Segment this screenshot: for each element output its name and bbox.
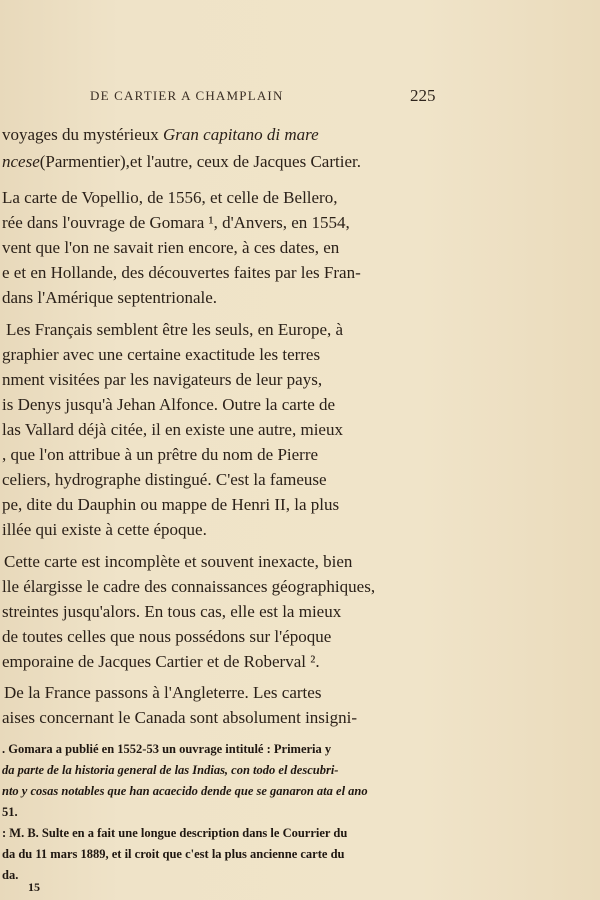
running-head: DE CARTIER A CHAMPLAIN: [90, 88, 284, 103]
text-line: La carte de Vopellio, de 1556, et celle de Bellero,: [2, 188, 338, 207]
text-line: las Vallard déjà citée, il en existe une autre, mieux: [2, 420, 343, 439]
text-line: is Denys jusqu'à Jehan Alfonce. Outre la carte de: [2, 395, 336, 414]
text-line: Cette carte est incomplète et souvent inexacte, bien: [4, 552, 353, 571]
footnote-line: nto y cosas notables que han acaecido dende que se ganaron ata el ano: [2, 784, 368, 798]
text-line: Les Français semblent être les seuls, en Europe, à: [6, 320, 344, 339]
text-line: , que l'on attribue à un prêtre du nom de Pierre: [2, 445, 319, 464]
text-line: aises concernant le Canada sont absolument insigni-: [2, 708, 358, 727]
text-line: vent que l'on ne savait rien encore, à ces dates, en: [2, 238, 340, 257]
text-line: voyages du mystérieux Gran capitano di mare: [2, 125, 319, 144]
footnote-line: 51.: [2, 805, 18, 819]
signature-mark: 15: [28, 880, 40, 894]
text-line: celiers, hydrographe distingué. C'est la fameuse: [2, 470, 327, 489]
text-line: graphier avec une certaine exactitude les terres: [2, 345, 321, 364]
text-line: ncese(Parmentier),et l'autre, ceux de Jacques Cartier.: [2, 152, 361, 171]
text-line: rée dans l'ouvrage de Gomara ¹, d'Anvers, en 1554,: [2, 213, 350, 232]
footnote-line: . Gomara a publié en 1552-53 un ouvrage intitulé : Primeria y: [2, 742, 332, 756]
footnote-line: da du 11 mars 1889, et il croit que c'est la plus ancienne carte du: [2, 847, 345, 861]
footnote-line: : M. B. Sulte en a fait une longue description dans le Courrier du: [2, 826, 348, 840]
footnote-line: da.: [2, 868, 19, 882]
footnote-line: da parte de la historia general de las Indias, con todo el descubri-: [2, 763, 339, 777]
text-line: illée qui existe à cette époque.: [2, 520, 207, 539]
text-line: de toutes celles que nous possédons sur l'époque: [2, 627, 332, 646]
text-line: De la France passons à l'Angleterre. Les cartes: [4, 683, 322, 702]
page-number: 225: [410, 86, 436, 105]
text-line: emporaine de Jacques Cartier et de Roberval ².: [2, 652, 320, 671]
text-line: streintes jusqu'alors. En tous cas, elle est la mieux: [2, 602, 342, 621]
text-line: dans l'Amérique septentrionale.: [2, 288, 218, 307]
text-line: nment visitées par les navigateurs de leur pays,: [2, 370, 323, 389]
text-line: e et en Hollande, des découvertes faites par les Fran-: [2, 263, 361, 282]
text-line: lle élargisse le cadre des connaissances géographiques,: [2, 577, 376, 596]
text-line: pe, dite du Dauphin ou mappe de Henri II, la plus: [2, 495, 340, 514]
page-header: [0, 86, 600, 108]
